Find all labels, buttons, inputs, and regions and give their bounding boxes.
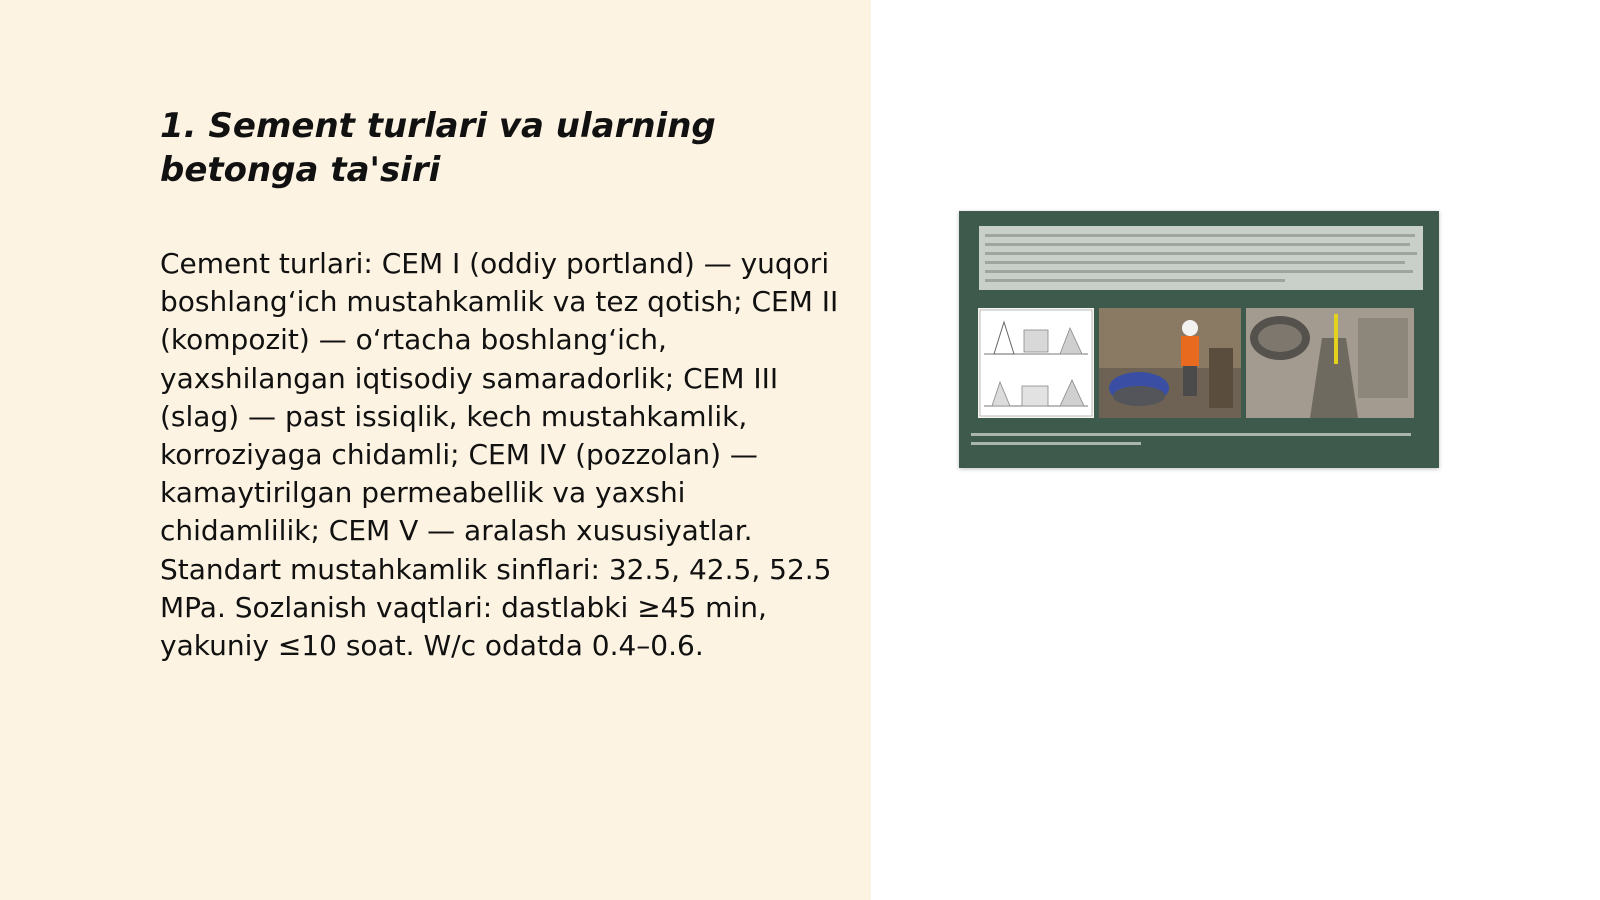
figure-caption	[971, 431, 1427, 445]
slide-title: 1. Sement turlari va ularning betonga ta'siri	[160, 106, 716, 190]
slide-body-text: Cement turlari: CEM I (oddiy portland) — yuqori boshlang‘ich mustahkamlik va tez qotish; CEM II (kompozit) — o‘rtacha boshlang‘ich, yaxshilangan iqtisodiy samaradorlik; CEM III (slag) — past issiqlik, kech mustahkamlik, korroziyaga chidamli; CEM IV (pozzolan) — kamaytirilgan permeabellik va yaxshi chidamlilik; CEM V — aralash xususiyatlar. Standart mustahkamlik sinflari: 32.5, 42.5, 52.5 MPa. Sozlanish vaqtlari: dastlabki ≥45 min, yakuniy ≤10 soat. W/c odatda 0.4–0.6.	[160, 247, 839, 663]
worker-photo-icon	[1099, 308, 1241, 418]
slide-figure	[959, 211, 1439, 468]
figure-text-block	[979, 226, 1423, 290]
slump-test-photo-icon	[1246, 308, 1414, 418]
cone-diagram-icon	[978, 308, 1094, 418]
